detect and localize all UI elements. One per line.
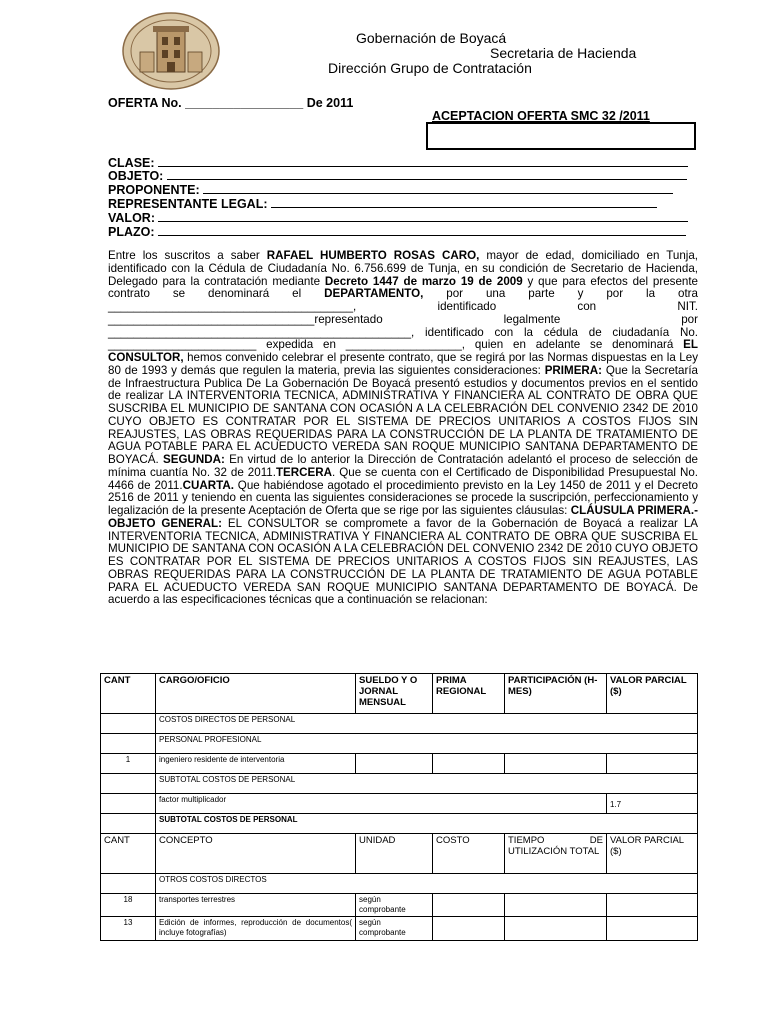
row-costo[interactable] [433,917,505,941]
field-plazo-line[interactable] [158,224,686,236]
row-concepto: transportes terrestres [156,894,356,917]
field-representante-line[interactable] [271,196,657,208]
costos-directos-label: COSTOS DIRECTOS DE PERSONAL [156,714,698,734]
ingeniero-sueldo[interactable] [356,754,433,774]
personal-profesional-label: PERSONAL PROFESIONAL [156,734,698,754]
row-tiempo[interactable] [505,917,607,941]
col-cargo: CARGO/OFICIO [156,674,356,714]
field-clase-label: CLASE: [108,156,155,170]
col-prima: PRIMA REGIONAL [433,674,505,714]
factor-multiplicador-label: factor multiplicador [156,794,607,814]
contract-paragraph: Entre los suscritos a saber RAFAEL HUMBERTO ROSAS CARO, mayor de edad, domiciliado en Tunja, identificado con la Cédula de Ciudadanía No. 6.756.699 de Tunja, en su condición de Secretario de Hacienda, Delegado para la contratación mediante Decreto 1447 de marzo 19 de 2009 y que para efectos del presente contrato se denominará el DEPARTAMENTO, por una parte y por la otra ______________________________________, identificado con NIT. ________________________________representado legalmente por _______________________________________________, identificado con la cédula de ciudadanía No. _______________________ expedida en __________________, quien en adelante se denominará EL CONSULTOR, hemos convenido celebrar el presente contrato, que se regirá por las Normas dispuestas en la Ley 80 de 1993 y demás que regulen la materia, previa las siguientes consideraciones: PRIMERA: Que la Secretaría de Infraestructura Publica De La Gobernación De Boyacá presentó estudios y documentos previos en el sentido de realizar LA INTERVENTORIA TECNICA, ADMINISTRATIVA Y FINANCIERA AL CONTRATO DE OBRA QUE SUSCRIBA EL MUNICIPIO DE SANTANA CON OCASIÓN A LA CELEBRACIÓN DEL CONVENIO 2342 DE 2010 CUYO OBJETO ES CONTRATAR POR EL SISTEMA DE PRECIOS UNITARIOS A COSTOS FIJOS SIN REAJUSTES, LAS OBRAS REQUERIDAS PARA LA CONSTRUCCIÓN DE LA PLANTA DE TRATAMIENTO DE AGUA POTABLE PARA EL ACUEDUCTO VEREDA SAN ROQUE MUNICIPIO SANTANA DEPARTAMENTO DE BOYACÁ. SEGUNDA: En virtud de lo anterior la Dirección de Contratación adelantó el proceso de selección de mínima cuantía No. 32 de 2011.TERCERA. Que se cuenta con el Certificado de Disponibilidad Presupuestal No. 4466 de 2011.CUARTA. Que habiéndose agotado el procedimiento previsto en la Ley 1450 de 2011 y el Decreto 2516 de 2011 y teniendo en cuenta las siguientes consideraciones se procede la suscripción, perfeccionamiento y legalización de la presente Aceptación de Oferta que se rige por las siguientes cláusulas: CLÁUSULA PRIMERA.- OBJETO GENERAL: EL CONSULTOR se compromete a favor de la Gobernación de Boyacá a realizar LA INTERVENTORIA TECNICA, ADMINISTRATIVA Y FINANCIERA AL CONTRATO DE OBRA QUE SUSCRIBA EL MUNICIPIO DE SANTANA CON OCASIÓN A LA CELEBRACIÓN DEL CONVENIO 2342 DE 2010 CUYO OBJETO ES CONTRATAR POR EL SISTEMA DE PRECIOS UNITARIOS A COSTOS FIJOS SIN REAJUSTES, LAS OBRAS REQUERIDAS PARA LA CONSTRUCCIÓN DE LA PLANTA DE TRATAMIENTO DE AGUA POTABLE PARA EL ACUEDUCTO VEREDA SAN ROQUE MUNICIPIO SANTANA DEPARTAMENTO DE BOYACÁ. De acuerdo a las especificaciones técnicas que a continuación se relacionan: [108,249,699,607]
col2-unidad: UNIDAD [356,834,433,874]
field-representante-legal [108,196,657,211]
factor-multiplicador-value: 1.7 [607,794,698,814]
row-unidad: según comprobante [356,917,433,941]
field-clase-line[interactable] [158,155,688,167]
col-participacion: PARTICIPACIÓN (H-MES) [505,674,607,714]
field-valor-line[interactable] [158,210,688,222]
ingeniero-cargo: ingeniero residente de interventoria [156,754,356,774]
header-secretaria: Secretaria de Hacienda [490,45,637,61]
decree-reference: Decreto 1447 de marzo 19 de 2009 [324,274,523,288]
row-unidad: según comprobante [356,894,433,917]
oferta-number-box[interactable] [426,122,696,150]
col-valor: VALOR PARCIAL ($) [607,674,698,714]
table-row [101,874,698,894]
field-proponente-line[interactable] [203,182,673,194]
row-cant: 18 [101,894,156,917]
table-row [101,754,698,774]
row-valor[interactable] [607,894,698,917]
table-header-row [101,674,698,714]
field-valor-label: VALOR: [108,211,155,225]
contract-body [108,250,698,607]
ingeniero-cant: 1 [101,754,156,774]
header-direccion: Dirección Grupo de Contratación [328,60,532,76]
otros-costos-label: OTROS COSTOS DIRECTOS [156,874,698,894]
table-row [101,794,698,814]
row-tiempo[interactable] [505,894,607,917]
field-plazo-label: PLAZO: [108,225,155,239]
aceptacion-oferta-title: ACEPTACION OFERTA SMC 32 /2011 [432,109,650,123]
row-costo[interactable] [433,894,505,917]
subtotal-personal-label: SUBTOTAL COSTOS DE PERSONAL [156,774,698,794]
col-sueldo: SUELDO Y O JORNAL MENSUAL [356,674,433,714]
oferta-number: OFERTA No. _________________ De 2011 [108,96,354,110]
row-cant: 13 [101,917,156,941]
col2-concepto: CONCEPTO [156,834,356,874]
ingeniero-valor[interactable] [607,754,698,774]
field-objeto-line[interactable] [167,168,687,180]
ingeniero-prima[interactable] [433,754,505,774]
field-proponente [108,182,673,197]
ingeniero-participacion[interactable] [505,754,607,774]
col2-cant: CANT [101,834,156,874]
header-gobernacion: Gobernación de Boyacá [356,30,507,46]
table-row [101,814,698,834]
table-row [101,894,698,917]
col2-valor: VALOR PARCIAL ($) [607,834,698,874]
field-representante-label: REPRESENTANTE LEGAL: [108,197,268,211]
col2-costo: COSTO [433,834,505,874]
secretary-name: RAFAEL HUMBERTO ROSAS CARO, [266,249,480,262]
field-proponente-label: PROPONENTE: [108,183,200,197]
table-row [101,734,698,754]
row-concepto: Edición de informes, reproducción de documentos( incluye fotografías) [156,917,356,941]
subtotal-personal-bold-label: SUBTOTAL COSTOS DE PERSONAL [156,814,698,834]
field-objeto-label: OBJETO: [108,169,164,183]
table-header-row-2 [101,834,698,874]
row-valor[interactable] [607,917,698,941]
table-row [101,714,698,734]
field-objeto [108,168,687,183]
gobernacion-seal-icon [122,12,220,90]
field-valor [108,210,688,225]
col2-tiempo: TIEMPO DE UTILIZACIÓN TOTAL [505,834,607,874]
cost-table [100,673,698,941]
col-cant: CANT [101,674,156,714]
table-row [101,917,698,941]
field-plazo [108,224,686,239]
table-row [101,774,698,794]
